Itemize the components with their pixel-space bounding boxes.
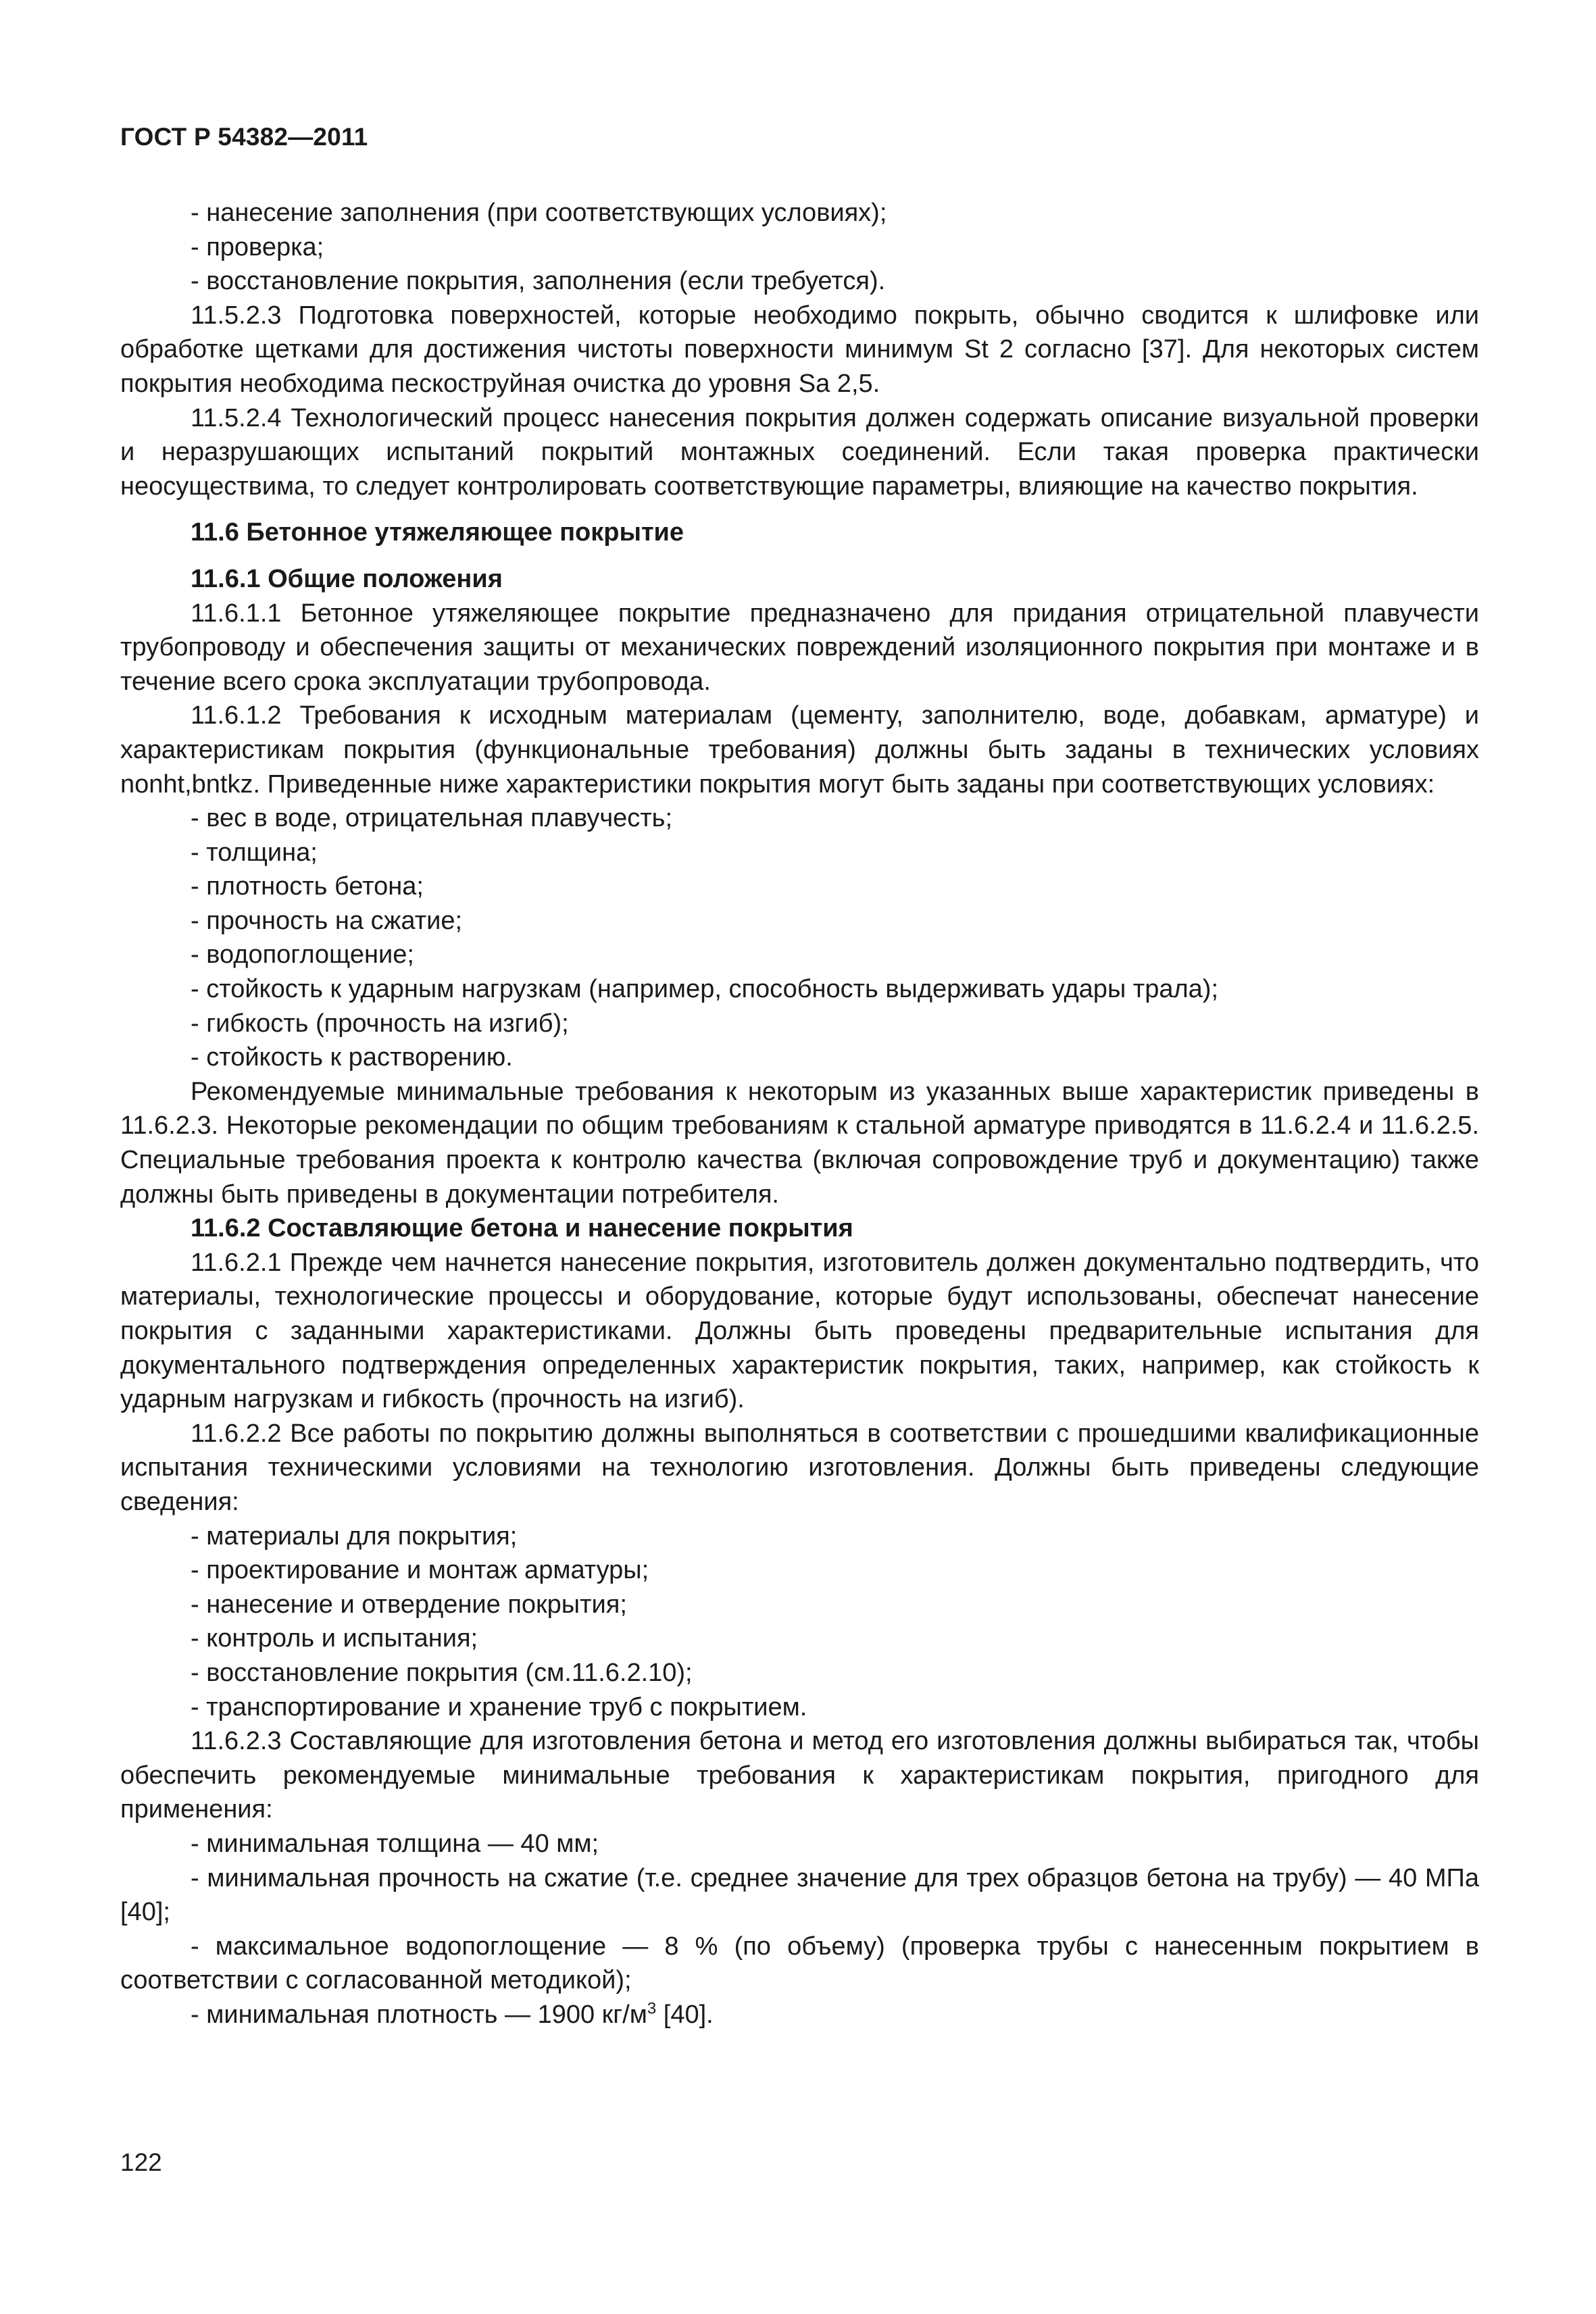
paragraph-11-5-2-4: 11.5.2.4 Технологический процесс нанесения покрытия должен содержать описание визуальной проверки и неразрушающих испытаний покрытий монтажных соединений. Если такая проверка практически неосуществима, то следует контролировать соответствующие параметры, влияющие на качество покрытия. xyxy=(120,403,1479,501)
paragraph-11-6-1-1: 11.6.1.1 Бетонное утяжеляющее покрытие предназначено для придания отрицательной плавучести трубопроводу и обеспечения защиты от механических повреждений изоляционного покрытия при монтаже и в течение всего срока эксплуатации трубопровода. xyxy=(120,599,1479,696)
list-item: - стойкость к ударным нагрузкам (например, способность выдерживать удары трала); xyxy=(191,975,1219,1004)
list-item: - стойкость к растворению. xyxy=(191,1043,513,1072)
list-item: - водопоглощение; xyxy=(191,940,414,970)
paragraph-11-6-2-2: 11.6.2.2 Все работы по покрытию должны выполняться в соответствии с прошедшими квалификационные испытания техническими условиями на технологию изготовления. Должны быть приведены следующие сведения: xyxy=(120,1419,1479,1516)
density-unit-exponent: 3 xyxy=(647,1999,657,2018)
list-item: - контроль и испытания; xyxy=(191,1624,478,1653)
list-item: - восстановление покрытия, заполнения (если требуется). xyxy=(191,267,886,296)
paragraph-recommendations: Рекомендуемые минимальные требования к некоторым из указанных выше характеристик приведены в 11.6.2.3. Некоторые рекомендации по общим требованиям к стальной арматуре приводятся в 11.6.2.4 и 11.6.2.5. Специальные требования проекта к контролю качества (включая сопровождение труб и документацию) также должны быть приведены в документации потребителя. xyxy=(120,1077,1479,1209)
list-item: - нанесение заполнения (при соответствующих условиях); xyxy=(191,199,887,227)
list-item: - плотность бетона; xyxy=(191,872,424,901)
density-reference: [40]. xyxy=(656,2000,714,2029)
page-body xyxy=(120,196,1479,2032)
paragraph-11-6-2-3: 11.6.2.3 Составляющие для изготовления бетона и метод его изготовления должны выбираться так, чтобы обеспечить рекомендуемые минимальные требования к характеристикам покрытия, пригодного для применения: xyxy=(120,1727,1479,1824)
requirement-thickness: - минимальная толщина — 40 мм; xyxy=(191,1829,599,1858)
requirement-compressive-strength: - минимальная прочность на сжатие (т.е. среднее значение для трех образцов бетона на трубу) — 40 МПа [40]; xyxy=(120,1863,1479,1927)
list-item: - проектирование и монтаж арматуры; xyxy=(191,1556,649,1585)
paragraph-11-6-1-2: 11.6.1.2 Требования к исходным материалам (цементу, заполнителю, воде, добавкам, арматуре) и характеристикам покрытия (функциональные требования) должны быть заданы в технических условиях nonht,bntkz. Приведенные ниже характеристики покрытия могут быть заданы при соответствующих условиях: xyxy=(120,701,1479,799)
subsection-heading-11-6-1: 11.6.1 Общие положения xyxy=(191,564,503,593)
list-item: - проверка; xyxy=(191,232,324,261)
list-item: - гибкость (прочность на изгиб); xyxy=(191,1009,569,1038)
list-item: - восстановление покрытия (см.11.6.2.10); xyxy=(191,1658,693,1687)
list-item: - толщина; xyxy=(191,838,318,867)
requirement-water-absorption: - максимальное водопоглощение — 8 % (по объему) (проверка трубы с нанесенным покрытием в соответствии с согласованной методикой); xyxy=(120,1932,1479,1995)
list-item: - вес в воде, отрицательная плавучесть; xyxy=(191,804,673,833)
list-item: - транспортирование и хранение труб с покрытием. xyxy=(191,1692,807,1721)
paragraph-11-5-2-3: 11.5.2.3 Подготовка поверхностей, которые необходимо покрыть, обычно сводится к шлифовке или обработке щетками для достижения чистоты поверхности минимум St 2 согласно [37]. Для некоторых систем покрытия необходима пескоструйная очистка до уровня Sa 2,5. xyxy=(120,301,1479,398)
list-item: - прочность на сжатие; xyxy=(191,906,463,935)
page-number: 122 xyxy=(120,2148,162,2176)
section-heading-11-6: 11.6 Бетонное утяжеляющее покрытие xyxy=(191,518,684,547)
list-item: - материалы для покрытия; xyxy=(191,1521,518,1551)
density-text: - минимальная плотность — 1900 кг/м xyxy=(191,2000,647,2029)
document-code-header: ГОСТ Р 54382—2011 xyxy=(120,123,368,151)
requirement-density xyxy=(120,1998,1479,2032)
subsection-heading-11-6-2: 11.6.2 Составляющие бетона и нанесение покрытия xyxy=(191,1214,853,1243)
paragraph-11-6-2-1: 11.6.2.1 Прежде чем начнется нанесение покрытия, изготовитель должен документально подтвердить, что материалы, технологические процессы и оборудование, которые будут использованы, обеспечат нанесение покрытия с заданными характеристиками. Должны быть проведены предварительные испытания для документального подтверждения определенных характеристик покрытия, таких, например, как стойкость к ударным нагрузкам и гибкость (прочность на изгиб). xyxy=(120,1248,1479,1414)
list-item: - нанесение и отвердение покрытия; xyxy=(191,1590,627,1619)
